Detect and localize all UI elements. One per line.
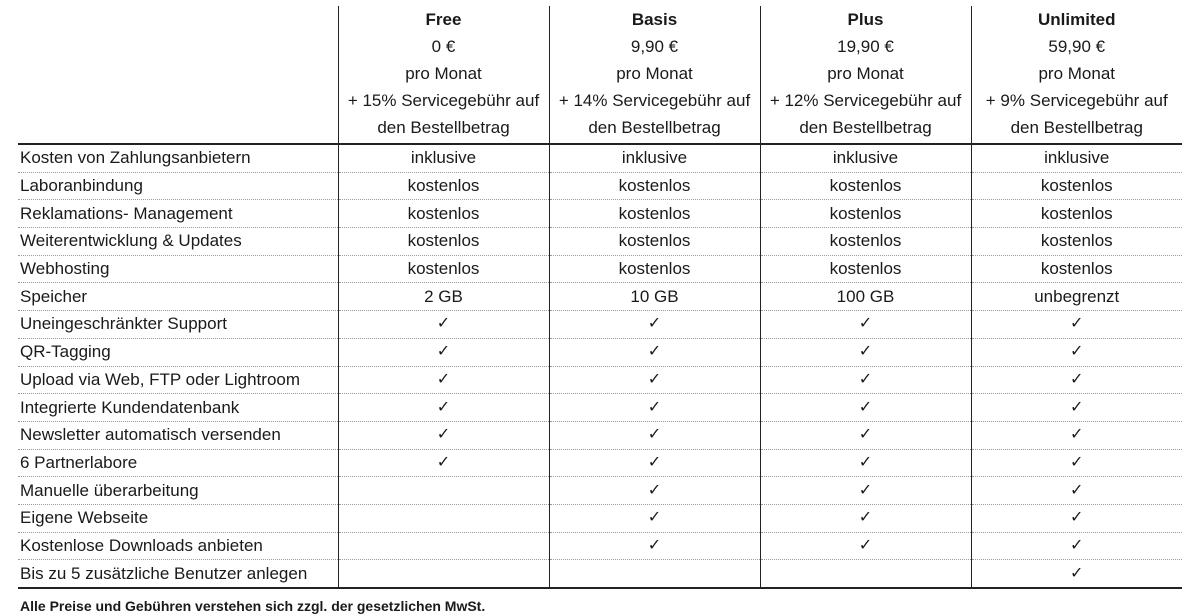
table-row <box>18 144 1182 172</box>
plan-fee-line1: + 9% Servicegebühr auf <box>985 91 1168 110</box>
feature-label: Bis zu 5 zusätzliche Benutzer anlegen <box>18 560 338 588</box>
plan-header-row <box>18 6 1182 144</box>
check-icon: ✓ <box>549 394 760 422</box>
plan-fee-line1: + 12% Servicegebühr auf <box>769 91 962 110</box>
plan-fee-line2: den Bestellbetrag <box>588 118 721 137</box>
table-row <box>18 449 1182 477</box>
plan-header-unlimited <box>971 6 1182 144</box>
table-row <box>18 172 1182 200</box>
table-row <box>18 394 1182 422</box>
plan-period: pro Monat <box>827 64 904 83</box>
feature-value: kostenlos <box>760 200 971 228</box>
plan-price: 9,90 € <box>630 37 679 56</box>
table-row <box>18 532 1182 560</box>
feature-label: QR-Tagging <box>18 338 338 366</box>
feature-value: kostenlos <box>760 172 971 200</box>
plan-fee-line1: + 14% Servicegebühr auf <box>558 91 751 110</box>
check-icon: ✓ <box>971 394 1182 422</box>
plan-name: Plus <box>847 10 884 29</box>
feature-value: inklusive <box>760 144 971 172</box>
check-icon: ✓ <box>971 366 1182 394</box>
check-icon: ✓ <box>549 421 760 449</box>
check-icon: ✓ <box>971 421 1182 449</box>
feature-label: Speicher <box>18 283 338 311</box>
plan-fee-line1: + 15% Servicegebühr auf <box>347 91 540 110</box>
check-icon: ✓ <box>549 311 760 339</box>
check-icon: ✓ <box>971 311 1182 339</box>
check-icon: ✓ <box>971 449 1182 477</box>
plan-period: pro Monat <box>616 64 693 83</box>
feature-value: unbegrenzt <box>971 283 1182 311</box>
check-icon: ✓ <box>971 338 1182 366</box>
check-icon: ✓ <box>760 532 971 560</box>
plan-price: 0 € <box>431 37 456 56</box>
check-icon: ✓ <box>760 477 971 505</box>
plan-price: 59,90 € <box>1048 37 1106 56</box>
table-row <box>18 366 1182 394</box>
feature-value: kostenlos <box>971 228 1182 256</box>
feature-value <box>760 560 971 588</box>
check-icon: ✓ <box>549 532 760 560</box>
feature-label: Kostenlose Downloads anbieten <box>18 532 338 560</box>
feature-value: kostenlos <box>760 228 971 256</box>
plan-fee-line2: den Bestellbetrag <box>377 118 510 137</box>
table-row <box>18 283 1182 311</box>
feature-value: inklusive <box>971 144 1182 172</box>
feature-value <box>338 477 549 505</box>
feature-value: kostenlos <box>549 255 760 283</box>
plan-name: Unlimited <box>1038 10 1116 29</box>
feature-value: kostenlos <box>549 172 760 200</box>
feature-value: kostenlos <box>338 228 549 256</box>
footnote: Alle Preise und Gebühren verstehen sich zzgl. der gesetzlichen MwSt. <box>20 598 486 614</box>
feature-label: 6 Partnerlabore <box>18 449 338 477</box>
feature-label: Webhosting <box>18 255 338 283</box>
check-icon: ✓ <box>760 504 971 532</box>
feature-value: kostenlos <box>549 200 760 228</box>
check-icon: ✓ <box>971 532 1182 560</box>
feature-value <box>338 532 549 560</box>
table-row <box>18 421 1182 449</box>
feature-value: kostenlos <box>338 172 549 200</box>
check-icon: ✓ <box>338 338 549 366</box>
check-icon: ✓ <box>549 338 760 366</box>
table-row <box>18 200 1182 228</box>
feature-label: Uneingeschränkter Support <box>18 311 338 339</box>
feature-label: Eigene Webseite <box>18 504 338 532</box>
feature-label: Upload via Web, FTP oder Lightroom <box>18 366 338 394</box>
feature-value <box>549 560 760 588</box>
plan-header-free <box>338 6 549 144</box>
feature-value: kostenlos <box>549 228 760 256</box>
feature-rows <box>18 144 1182 588</box>
pricing-table <box>18 6 1182 589</box>
feature-value: kostenlos <box>971 172 1182 200</box>
feature-value: kostenlos <box>338 200 549 228</box>
feature-value: kostenlos <box>971 200 1182 228</box>
check-icon: ✓ <box>549 504 760 532</box>
feature-label: Newsletter automatisch versenden <box>18 421 338 449</box>
table-row <box>18 228 1182 256</box>
check-icon: ✓ <box>549 366 760 394</box>
table-row <box>18 477 1182 505</box>
feature-label: Kosten von Zahlungsanbietern <box>18 144 338 172</box>
check-icon: ✓ <box>760 338 971 366</box>
check-icon: ✓ <box>760 394 971 422</box>
feature-value <box>338 560 549 588</box>
plan-name: Free <box>425 10 462 29</box>
check-icon: ✓ <box>971 560 1182 588</box>
check-icon: ✓ <box>971 504 1182 532</box>
check-icon: ✓ <box>338 311 549 339</box>
check-icon: ✓ <box>971 477 1182 505</box>
table-row <box>18 311 1182 339</box>
feature-label: Laboranbindung <box>18 172 338 200</box>
feature-value: 10 GB <box>549 283 760 311</box>
plan-fee-line2: den Bestellbetrag <box>799 118 932 137</box>
check-icon: ✓ <box>338 394 549 422</box>
check-icon: ✓ <box>760 366 971 394</box>
check-icon: ✓ <box>338 449 549 477</box>
feature-value: kostenlos <box>338 255 549 283</box>
plan-period: pro Monat <box>405 64 482 83</box>
plan-header-plus <box>760 6 971 144</box>
check-icon: ✓ <box>338 421 549 449</box>
feature-value: kostenlos <box>971 255 1182 283</box>
table-row <box>18 255 1182 283</box>
table-row <box>18 338 1182 366</box>
header-empty-cell <box>18 6 338 144</box>
check-icon: ✓ <box>549 477 760 505</box>
check-icon: ✓ <box>338 366 549 394</box>
table-row <box>18 560 1182 588</box>
pricing-comparison <box>18 6 1182 614</box>
feature-value: kostenlos <box>760 255 971 283</box>
feature-value: inklusive <box>549 144 760 172</box>
plan-name: Basis <box>631 10 678 29</box>
feature-label: Manuelle überarbeitung <box>18 477 338 505</box>
feature-value <box>338 504 549 532</box>
check-icon: ✓ <box>549 449 760 477</box>
plan-price: 19,90 € <box>837 37 894 56</box>
check-icon: ✓ <box>760 421 971 449</box>
feature-value: 100 GB <box>760 283 971 311</box>
table-row <box>18 504 1182 532</box>
feature-value: inklusive <box>338 144 549 172</box>
plan-fee-line2: den Bestellbetrag <box>1010 118 1143 137</box>
feature-label: Reklamations- Management <box>18 200 338 228</box>
feature-value: 2 GB <box>338 283 549 311</box>
plan-period: pro Monat <box>1038 64 1116 83</box>
feature-label: Integrierte Kundendatenbank <box>18 394 338 422</box>
check-icon: ✓ <box>760 449 971 477</box>
plan-header-basis <box>549 6 760 144</box>
feature-label: Weiterentwicklung & Updates <box>18 228 338 256</box>
check-icon: ✓ <box>760 311 971 339</box>
